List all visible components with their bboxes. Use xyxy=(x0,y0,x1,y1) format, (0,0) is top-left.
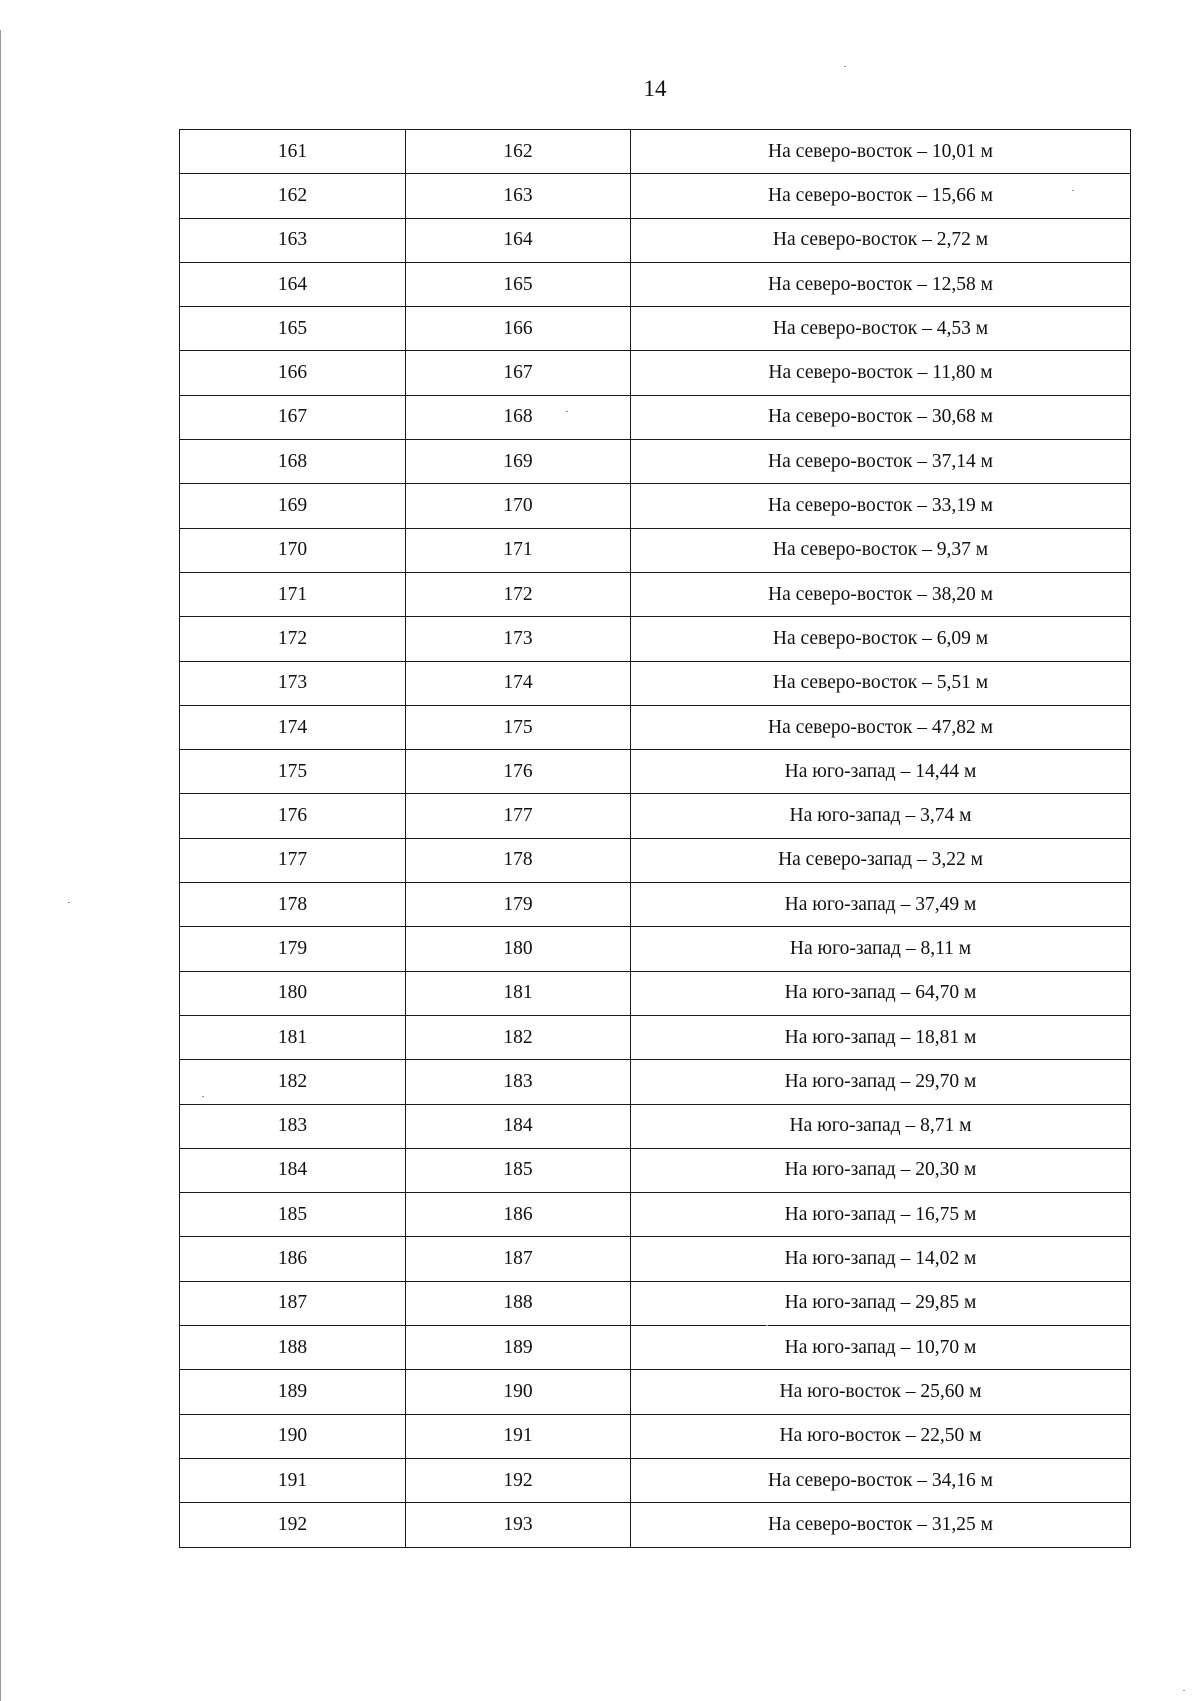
point-from-cell: 185 xyxy=(180,1193,406,1237)
point-to-cell: 164 xyxy=(406,218,631,262)
point-to-cell: 168 xyxy=(406,395,631,439)
point-from-cell: 168 xyxy=(180,440,406,484)
point-from-cell: 174 xyxy=(180,705,406,749)
table-row xyxy=(180,262,1131,306)
point-to-cell: 177 xyxy=(406,794,631,838)
direction-distance-cell: На юго-восток – 22,50 м xyxy=(631,1414,1131,1458)
direction-distance-cell: На северо-восток – 4,53 м xyxy=(631,307,1131,351)
point-from-cell: 186 xyxy=(180,1237,406,1281)
point-from-cell: 170 xyxy=(180,528,406,572)
direction-distance-cell: На северо-восток – 33,19 м xyxy=(631,484,1131,528)
point-from-cell: 173 xyxy=(180,661,406,705)
direction-distance-cell: На юго-восток – 25,60 м xyxy=(631,1370,1131,1414)
direction-distance-cell: На юго-запад – 14,02 м xyxy=(631,1237,1131,1281)
table-body xyxy=(180,130,1131,1548)
point-to-cell: 172 xyxy=(406,572,631,616)
point-from-cell: 169 xyxy=(180,484,406,528)
point-from-cell: 188 xyxy=(180,1326,406,1370)
table-row xyxy=(180,1060,1131,1104)
point-from-cell: 176 xyxy=(180,794,406,838)
point-to-cell: 189 xyxy=(406,1326,631,1370)
point-to-cell: 184 xyxy=(406,1104,631,1148)
point-to-cell: 186 xyxy=(406,1193,631,1237)
scan-speck xyxy=(1072,190,1074,191)
direction-distance-cell: На юго-запад – 18,81 м xyxy=(631,1015,1131,1059)
table-row xyxy=(180,1193,1131,1237)
table-row xyxy=(180,130,1131,174)
page-edge-line xyxy=(0,30,1,1701)
direction-distance-cell: На юго-запад – 14,44 м xyxy=(631,750,1131,794)
table-row xyxy=(180,1458,1131,1502)
direction-distance-cell: На юго-запад – 3,74 м xyxy=(631,794,1131,838)
point-to-cell: 170 xyxy=(406,484,631,528)
direction-distance-cell: На северо-восток – 34,16 м xyxy=(631,1458,1131,1502)
point-from-cell: 183 xyxy=(180,1104,406,1148)
direction-distance-cell: На юго-запад – 29,70 м xyxy=(631,1060,1131,1104)
point-to-cell: 191 xyxy=(406,1414,631,1458)
point-from-cell: 190 xyxy=(180,1414,406,1458)
point-to-cell: 171 xyxy=(406,528,631,572)
table-row xyxy=(180,395,1131,439)
scan-speck xyxy=(566,411,568,412)
direction-distance-cell: На юго-запад – 16,75 м xyxy=(631,1193,1131,1237)
table-row xyxy=(180,1015,1131,1059)
table-row xyxy=(180,838,1131,882)
point-from-cell: 175 xyxy=(180,750,406,794)
table-row xyxy=(180,1104,1131,1148)
point-from-cell: 189 xyxy=(180,1370,406,1414)
table-row xyxy=(180,1414,1131,1458)
table-row xyxy=(180,661,1131,705)
table-row xyxy=(180,971,1131,1015)
scan-speck xyxy=(766,1325,768,1326)
point-from-cell: 178 xyxy=(180,883,406,927)
point-to-cell: 175 xyxy=(406,705,631,749)
table-row xyxy=(180,1503,1131,1547)
table-row xyxy=(180,307,1131,351)
direction-distance-cell: На северо-восток – 11,80 м xyxy=(631,351,1131,395)
direction-distance-cell: На юго-запад – 37,49 м xyxy=(631,883,1131,927)
direction-distance-cell: На юго-запад – 10,70 м xyxy=(631,1326,1131,1370)
table-row xyxy=(180,572,1131,616)
point-to-cell: 192 xyxy=(406,1458,631,1502)
point-from-cell: 180 xyxy=(180,971,406,1015)
direction-distance-cell: На юго-запад – 20,30 м xyxy=(631,1148,1131,1192)
point-to-cell: 167 xyxy=(406,351,631,395)
point-from-cell: 181 xyxy=(180,1015,406,1059)
scan-speck xyxy=(68,902,70,903)
table-row xyxy=(180,218,1131,262)
table-row xyxy=(180,1370,1131,1414)
point-to-cell: 188 xyxy=(406,1281,631,1325)
point-to-cell: 180 xyxy=(406,927,631,971)
table-row xyxy=(180,351,1131,395)
point-to-cell: 165 xyxy=(406,262,631,306)
table-row xyxy=(180,1281,1131,1325)
table-row xyxy=(180,484,1131,528)
scan-speck xyxy=(1183,1690,1185,1691)
point-to-cell: 185 xyxy=(406,1148,631,1192)
point-to-cell: 182 xyxy=(406,1015,631,1059)
direction-distance-cell: На северо-восток – 6,09 м xyxy=(631,617,1131,661)
point-from-cell: 167 xyxy=(180,395,406,439)
direction-distance-cell: На юго-запад – 64,70 м xyxy=(631,971,1131,1015)
point-from-cell: 162 xyxy=(180,174,406,218)
table-row xyxy=(180,750,1131,794)
point-to-cell: 169 xyxy=(406,440,631,484)
point-from-cell: 192 xyxy=(180,1503,406,1547)
direction-distance-cell: На северо-восток – 30,68 м xyxy=(631,395,1131,439)
point-from-cell: 166 xyxy=(180,351,406,395)
point-from-cell: 184 xyxy=(180,1148,406,1192)
point-to-cell: 176 xyxy=(406,750,631,794)
scan-speck xyxy=(844,66,846,67)
point-from-cell: 179 xyxy=(180,927,406,971)
point-from-cell: 187 xyxy=(180,1281,406,1325)
scan-speck xyxy=(202,1096,204,1097)
table-row xyxy=(180,174,1131,218)
direction-distance-cell: На юго-запад – 8,71 м xyxy=(631,1104,1131,1148)
direction-distance-cell: На северо-восток – 37,14 м xyxy=(631,440,1131,484)
table-row xyxy=(180,1148,1131,1192)
table-row xyxy=(180,883,1131,927)
table-row xyxy=(180,794,1131,838)
point-from-cell: 164 xyxy=(180,262,406,306)
direction-distance-cell: На северо-восток – 2,72 м xyxy=(631,218,1131,262)
point-to-cell: 174 xyxy=(406,661,631,705)
table-row xyxy=(180,528,1131,572)
direction-distance-cell: На северо-восток – 15,66 м xyxy=(631,174,1131,218)
point-from-cell: 191 xyxy=(180,1458,406,1502)
point-from-cell: 182 xyxy=(180,1060,406,1104)
point-from-cell: 161 xyxy=(180,130,406,174)
point-to-cell: 179 xyxy=(406,883,631,927)
point-to-cell: 193 xyxy=(406,1503,631,1547)
point-to-cell: 190 xyxy=(406,1370,631,1414)
point-to-cell: 173 xyxy=(406,617,631,661)
point-to-cell: 181 xyxy=(406,971,631,1015)
table-row xyxy=(180,705,1131,749)
direction-distance-cell: На северо-восток – 12,58 м xyxy=(631,262,1131,306)
direction-distance-cell: На северо-восток – 10,01 м xyxy=(631,130,1131,174)
point-from-cell: 165 xyxy=(180,307,406,351)
point-to-cell: 178 xyxy=(406,838,631,882)
direction-distance-cell: На северо-восток – 5,51 м xyxy=(631,661,1131,705)
direction-distance-cell: На северо-восток – 31,25 м xyxy=(631,1503,1131,1547)
direction-distance-cell: На северо-восток – 9,37 м xyxy=(631,528,1131,572)
direction-distance-cell: На северо-запад – 3,22 м xyxy=(631,838,1131,882)
point-to-cell: 163 xyxy=(406,174,631,218)
direction-distance-cell: На юго-запад – 8,11 м xyxy=(631,927,1131,971)
point-from-cell: 172 xyxy=(180,617,406,661)
page-number: 14 xyxy=(643,76,667,101)
point-to-cell: 162 xyxy=(406,130,631,174)
point-from-cell: 171 xyxy=(180,572,406,616)
table-row xyxy=(180,927,1131,971)
point-to-cell: 187 xyxy=(406,1237,631,1281)
table-row xyxy=(180,440,1131,484)
direction-distance-cell: На юго-запад – 29,85 м xyxy=(631,1281,1131,1325)
boundary-points-table xyxy=(179,129,1131,1548)
point-from-cell: 163 xyxy=(180,218,406,262)
point-to-cell: 183 xyxy=(406,1060,631,1104)
direction-distance-cell: На северо-восток – 38,20 м xyxy=(631,572,1131,616)
table-row xyxy=(180,1237,1131,1281)
point-to-cell: 166 xyxy=(406,307,631,351)
table-row xyxy=(180,1326,1131,1370)
direction-distance-cell: На северо-восток – 47,82 м xyxy=(631,705,1131,749)
table-row xyxy=(180,617,1131,661)
point-from-cell: 177 xyxy=(180,838,406,882)
